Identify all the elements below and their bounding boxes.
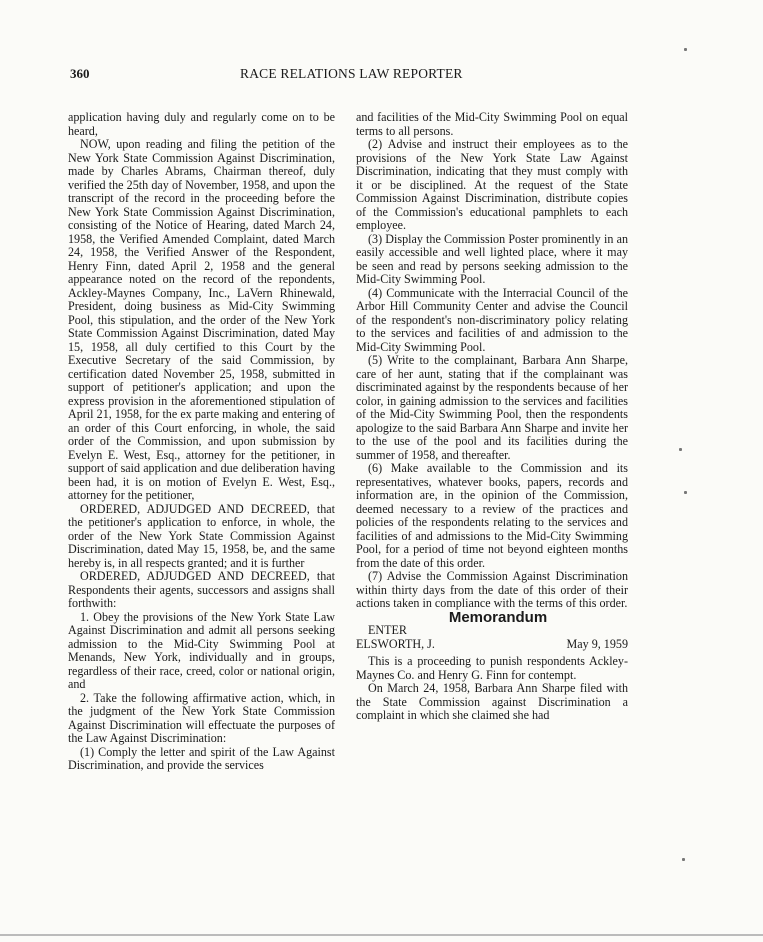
paragraph: ORDERED, ADJUDGED AND DECREED, that Respondents their agents, successors and assigns shall forthwith: bbox=[68, 569, 335, 610]
scan-speck bbox=[679, 448, 682, 451]
scan-bottom-edge bbox=[0, 934, 763, 936]
paragraph: This is a proceeding to punish respondents Ackley-Maynes Co. and Henry G. Finn for contempt. bbox=[356, 654, 628, 682]
left-column bbox=[68, 111, 335, 773]
paragraph: On March 24, 1958, Barbara Ann Sharpe filed with the State Commission against Discrimination a complaint in which she claimed she had bbox=[356, 681, 628, 722]
paragraph: 2. Take the following affirmative action, which, in the judgment of the New York State Commission Against Discrimination will effectuate the purposes of the Law Against Discrimination: bbox=[68, 690, 335, 745]
paragraph: NOW, upon reading and filing the petition of the New York State Commission Against Discrimination, made by Charles Abrams, Chairman thereof, duly verified the 25th day of November, 1958, and upon the transcript of the record in the proceeding before the New York State Commission Against Discrimination, consisting of the Notice of Hearing, dated March 24, 1958, the Verified Amended Complaint, dated March 24, 1958, the Verified Answer of the Respondent, Henry Finn, dated April 2, 1958 and the general appearance noted on the record of the repondents, Ackley-Maynes Company, Inc., LaVern Rhinewald, President, doing business as Mid-City Swimming Pool, this stipulation, and the order of the New York State Commission Against Discrimination, dated May 15, 1958, all duly certified to this Court by the Executive Secretary of the said Commission, by certification dated November 25, 1958, submitted in support of petitioner's application; and upon the express provision in the aforementioned stipulation of April 21, 1958, for the ex parte making and entering of an order of this Court enforcing, in whole, the said order of the Commission, and upon submission by Evelyn E. West, Esq., attorney for the petitioner, in support of said application and due deliberation having been had, it is on motion of Evelyn E. West, Esq., attorney for the petitioner, bbox=[68, 137, 335, 502]
paragraph: (6) Make available to the Commission and its representatives, whatever books, papers, records and information are, in the opinion of the Commission, deemed necessary to a review of the practices and policies of the respondents relating to the services and facilities of and admissions to the Mid-City Swimming Pool, for a period of time not beyond eighteen months from the date of this order. bbox=[356, 461, 628, 570]
paragraph: ORDERED, ADJUDGED AND DECREED, that the petitioner's application to enforce, in whole, the order of the New York State Commission Against Discrimination, dated May 15, 1958, be, and the same hereby is, in all respects granted; and it is further bbox=[68, 501, 335, 570]
memorandum-heading: Memorandum bbox=[448, 608, 548, 626]
judge-line bbox=[356, 638, 628, 652]
scan-speck bbox=[682, 858, 685, 861]
paragraph: (1) Comply the letter and spirit of the Law Against Discrimination, and provide the services bbox=[68, 744, 335, 772]
scan-speck bbox=[684, 48, 687, 51]
enter-label: ENTER bbox=[368, 623, 407, 637]
judge-name: ELSWORTH, J. bbox=[356, 636, 435, 651]
paragraph: (5) Write to the complainant, Barbara Ann Sharpe, care of her aunt, stating that if the complainant was discriminated against by the respondents because of her color, in gaining admission to the services and facilities of the Mid-City Swimming Pool, then the respondents apologize to the said Barbara Ann Sharpe and invite her to the use of the pool and its facilities during the summer of 1958, and thereafter. bbox=[356, 353, 628, 462]
right-column bbox=[356, 111, 628, 723]
decision-date: May 9, 1959 bbox=[566, 636, 628, 651]
paragraph: (2) Advise and instruct their employees as to the provisions of the New York State Law Against Discrimination, indicating that they must comply with it or be disciplined. At the request of the State Commission Against Discrimination, distribute copies of the Commission's educational pamphlets to each employee. bbox=[356, 137, 628, 232]
paragraph: (7) Advise the Commission Against Discrimination within thirty days from the date of this order of their actions taken in compliance with the terms of this order. bbox=[356, 569, 628, 610]
page-number: 360 bbox=[70, 66, 90, 81]
paragraph: (4) Communicate with the Interracial Council of the Arbor Hill Community Center and advise the Council of the respondent's non-discriminatory policy relating to the services and facilities of and admission to the Mid-City Swimming Pool. bbox=[356, 285, 628, 354]
paragraph: (3) Display the Commission Poster prominently in an easily accessible and well lighted place, where it may be seen and read by persons seeking admission to the Mid-City Swimming Pool. bbox=[356, 231, 628, 286]
paragraph: and facilities of the Mid-City Swimming Pool on equal terms to all persons. bbox=[356, 110, 628, 138]
paragraph: application having duly and regularly come on to be heard, bbox=[68, 110, 335, 138]
scan-speck bbox=[684, 491, 687, 494]
paragraph: 1. Obey the provisions of the New York State Law Against Discrimination and admit all persons seeking admission to the Mid-City Swimming Pool at Menands, New York, individually and in groups, regardless of their race, creed, color or national origin, and bbox=[68, 609, 335, 691]
running-head: RACE RELATIONS LAW REPORTER bbox=[240, 66, 463, 81]
page-header bbox=[70, 66, 690, 86]
